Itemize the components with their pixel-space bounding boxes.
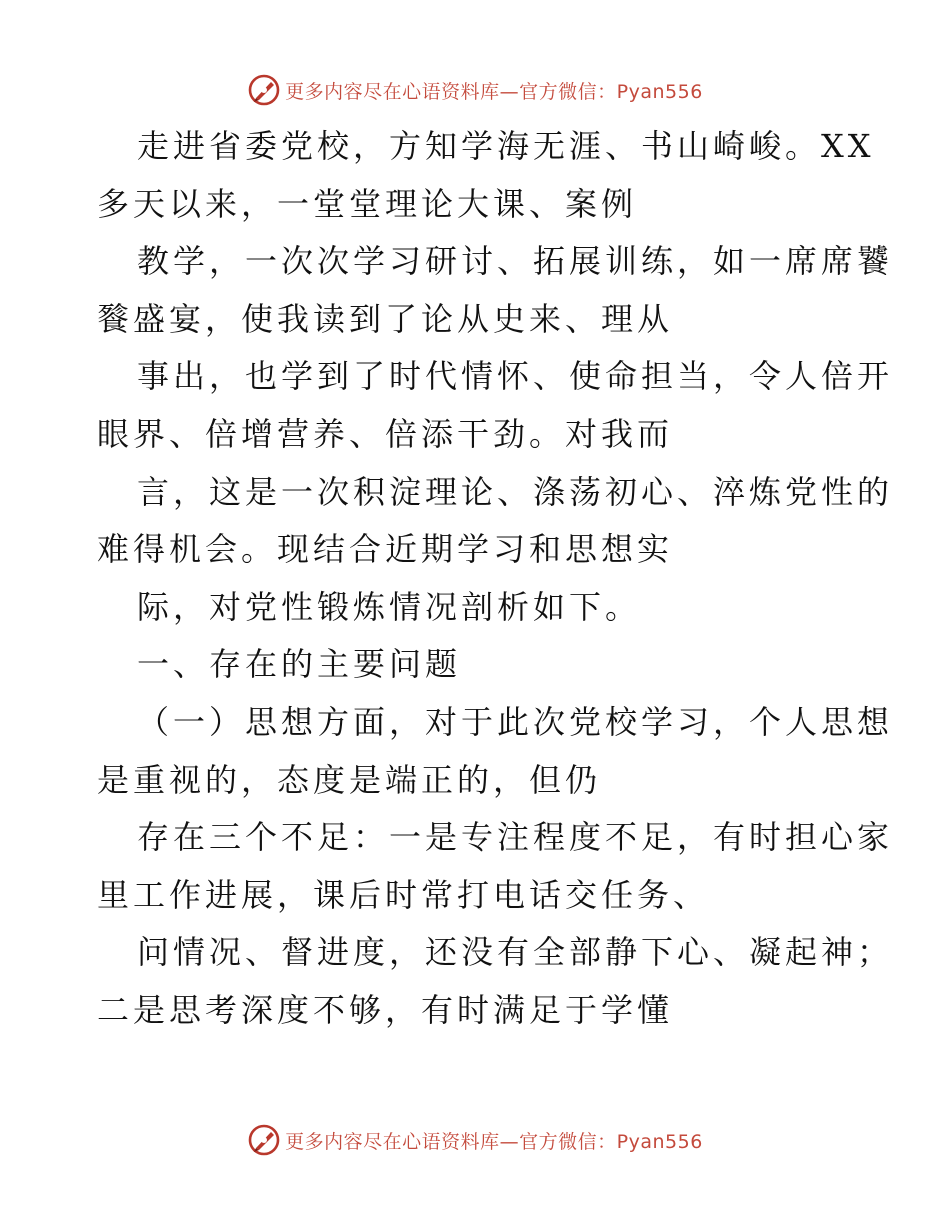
- watermark-footer: [0, 1120, 950, 1160]
- watermark-header: [0, 70, 950, 110]
- paragraph-line: 事出，也学到了时代情怀、使命担当，令人倍开: [137, 357, 894, 396]
- paragraph-line: 教学，一次次学习研讨、拓展训练，如一席席饕: [137, 242, 894, 281]
- paragraph-line: 二是思考深度不够，有时满足于学懂: [97, 990, 674, 1029]
- watermark-text: 更多内容尽在心语资料库—官方微信：Pyan556: [285, 80, 703, 103]
- paragraph-line: 存在三个不足：一是专注程度不足，有时担心家: [137, 818, 894, 857]
- paragraph-line: 际，对党性锻炼情况剖析如下。: [137, 587, 642, 626]
- paragraph-line: 餮盛宴，使我读到了论从史来、理从: [97, 299, 674, 338]
- quill-logo-icon: [247, 73, 281, 107]
- paragraph-line: 问情况、督进度，还没有全部静下心、凝起神；: [137, 933, 894, 972]
- watermark-text: 更多内容尽在心语资料库—官方微信：Pyan556: [285, 1130, 703, 1153]
- document-body: [97, 118, 894, 1040]
- paragraph-line: 言，这是一次积淀理论、涤荡初心、淬炼党性的: [137, 472, 894, 511]
- paragraph-line: 是重视的，态度是端正的，但仍: [97, 760, 602, 799]
- paragraph-line: 里工作进展，课后时常打电话交任务、: [97, 875, 710, 914]
- paragraph-line: 难得机会。现结合近期学习和思想实: [97, 530, 674, 569]
- quill-logo-icon: [247, 1123, 281, 1157]
- paragraph-line: （一）思想方面，对于此次党校学习，个人思想: [137, 702, 894, 741]
- paragraph-line: 眼界、倍增营养、倍添干劲。对我而: [97, 414, 674, 453]
- section-heading: 一、存在的主要问题: [137, 645, 462, 684]
- paragraph-line: 走进省委党校，方知学海无涯、书山崎峻。XX: [137, 127, 875, 165]
- paragraph-line: 多天以来，一堂堂理论大课、案例: [97, 184, 638, 223]
